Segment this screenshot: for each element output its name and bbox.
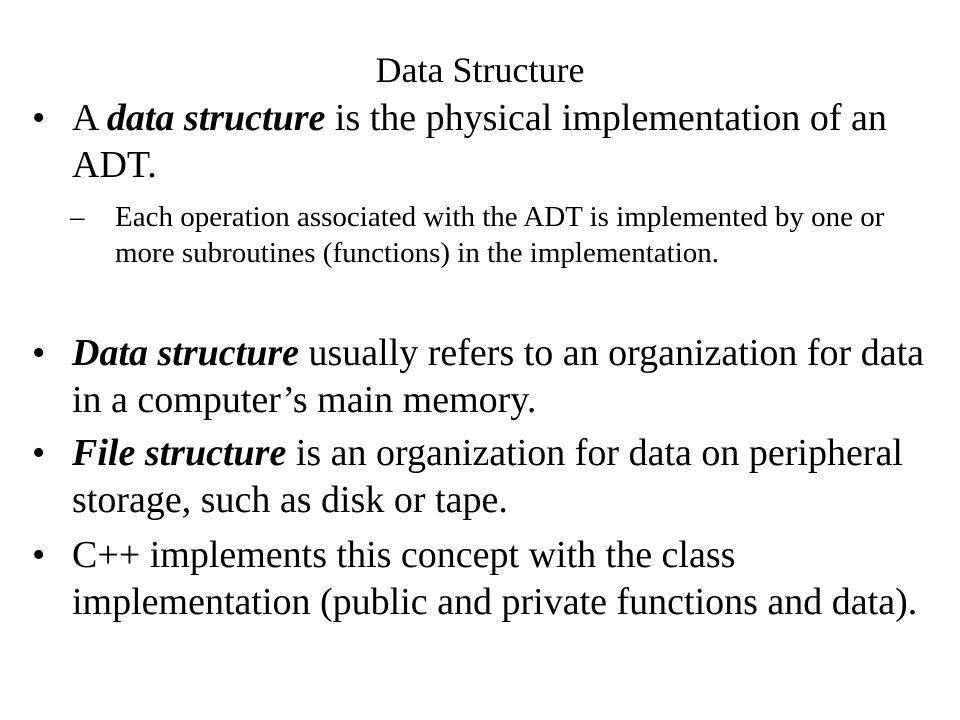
sub-bullet-text: Each operation associated with the ADT is implemented by one or more subroutines (functions) in the implementation. — [115, 201, 885, 269]
bullet-text: C++ implements this concept with the class implementation (public and private functions and data). — [72, 534, 918, 623]
bullet-dot: • — [32, 332, 46, 374]
bullet-dot: • — [32, 432, 46, 474]
bullet-item — [32, 430, 932, 524]
bullet-item — [32, 95, 932, 189]
emphasis-term: Data structure — [72, 332, 299, 374]
bullet-text: File structure is an organization for data on peripheral storage, such as disk or tape. — [72, 432, 903, 521]
slide-title: Data Structure — [375, 50, 585, 90]
bullet-item — [32, 330, 932, 424]
emphasis-term: File structure — [72, 432, 287, 474]
sub-bullet-item — [70, 199, 910, 271]
bullet-text: A data structure is the physical implementation of an ADT. — [72, 97, 887, 186]
bullet-text: Data structure usually refers to an organization for data in a computer’s main memory. — [72, 332, 924, 421]
bullet-dot: • — [32, 97, 46, 139]
sub-bullet-dash: – — [70, 201, 85, 233]
bullet-item — [32, 532, 932, 626]
bullet-dot: • — [32, 534, 46, 576]
emphasis-term: data structure — [106, 97, 326, 139]
